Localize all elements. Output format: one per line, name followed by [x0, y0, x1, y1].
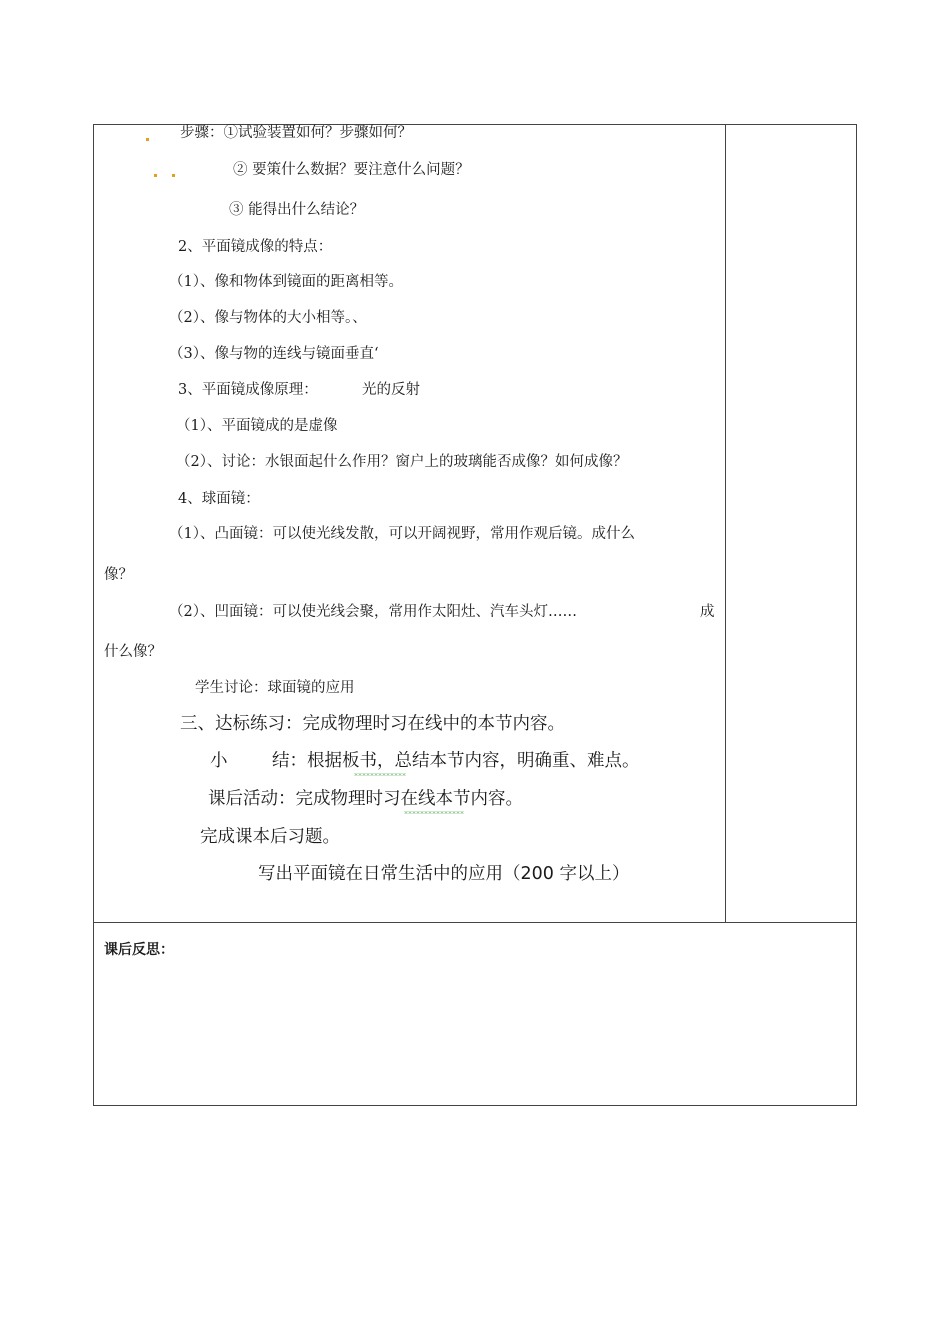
homework-line: 完成课本后习题。 — [200, 827, 340, 847]
steps-line: 步骤：①试验装置如何？步骤如何？ — [180, 125, 412, 141]
section-heading: 2、平面镜成像的特点： — [178, 239, 333, 255]
discussion-line: 学生讨论：球面镜的应用 — [195, 680, 355, 696]
principle-text: 光的反射 — [362, 382, 420, 398]
list-item: （2）、凹面镜：可以使光线会聚，常用作太阳灶、汽车头灯…… — [169, 604, 577, 620]
section-heading: 4、球面镜： — [178, 491, 260, 507]
list-item-continuation: 什么像？ — [104, 644, 162, 660]
exercise-heading: 三、达标练习：完成物理时习在线中的本节内容。 — [180, 714, 565, 734]
list-item: （2）、像与物体的大小相等。、 — [169, 310, 367, 326]
spellcheck-underline — [354, 773, 406, 776]
highlight-mark — [154, 174, 157, 177]
spellcheck-underline — [404, 811, 464, 814]
list-item-continuation: 像？ — [104, 567, 133, 583]
section-heading: 3、平面镜成像原理： — [178, 382, 318, 398]
highlight-mark — [146, 138, 149, 141]
list-item-tail: 成 — [700, 604, 715, 620]
reflection-label: 课后反思： — [104, 942, 174, 958]
list-item: （3）、像与物的连线与镜面垂直‘ — [169, 346, 379, 362]
column-divider — [725, 125, 726, 922]
list-item: （1）、像和物体到镜面的距离相等。 — [169, 274, 403, 290]
steps-line: ③ 能得出什么结论？ — [229, 202, 365, 218]
row-divider — [94, 922, 856, 923]
activity-line: 课后活动：完成物理时习在线本节内容。 — [208, 789, 523, 809]
list-item: （1）、凸面镜：可以使光线发散，可以开阔视野，常用作观后镜。成什么 — [169, 526, 635, 542]
steps-line: ② 要策什么数据？要注意什么问题？ — [233, 162, 470, 178]
highlight-mark — [172, 174, 175, 177]
summary-text: 结：根据板书，总结本节内容，明确重、难点。 — [272, 751, 640, 771]
list-item: （1）、平面镜成的是虚像 — [176, 418, 338, 434]
assignment-line: 写出平面镜在日常生活中的应用（200 字以上） — [258, 864, 630, 884]
list-item: （2）、讨论：水银面起什么作用？窗户上的玻璃能否成像？如何成像？ — [176, 454, 628, 470]
lesson-plan-table — [93, 124, 857, 1106]
summary-label: 小 — [210, 751, 228, 771]
